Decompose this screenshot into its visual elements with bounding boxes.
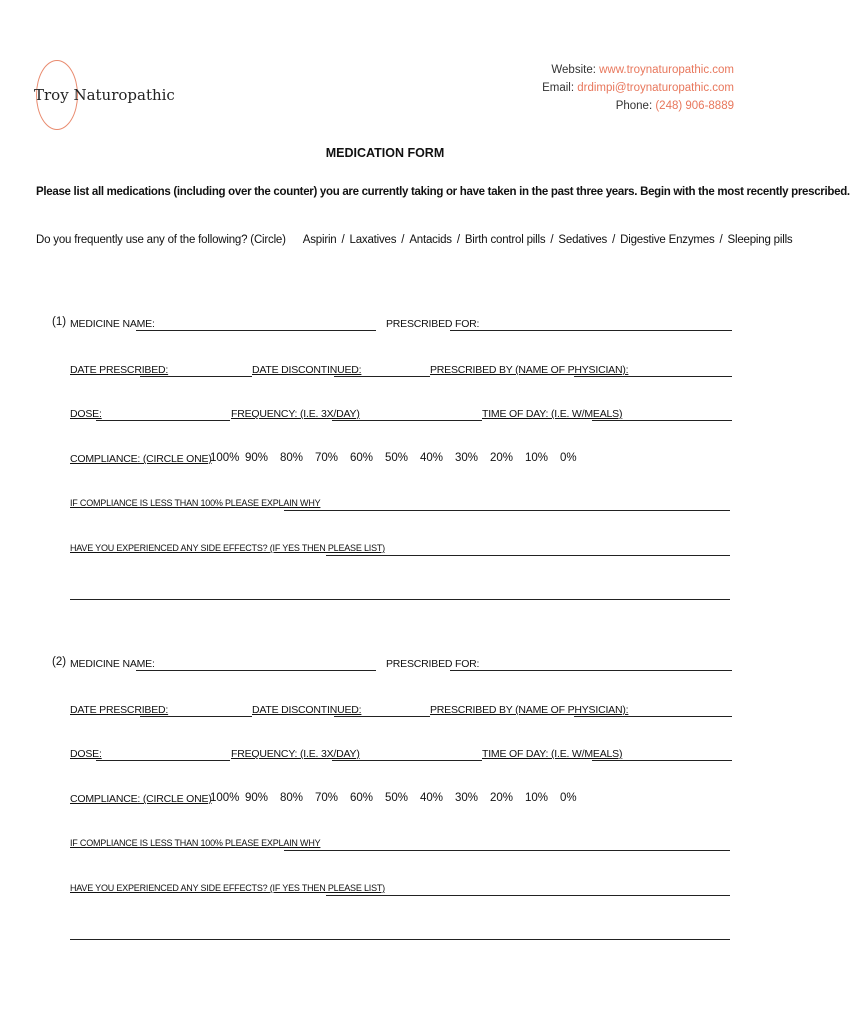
- date-prescribed-label: DATE PRESCRIBED:: [70, 364, 169, 376]
- frequent-use-question: Do you frequently use any of the following? (Circle) Aspirin / Laxatives / Antacids / Birth control pills / Sedatives / Digestive Enzymes / Sleeping pills: [36, 234, 793, 246]
- time-of-day-field[interactable]: [592, 760, 732, 761]
- phone-link[interactable]: (248) 906-8889: [655, 100, 734, 112]
- compliance-option[interactable]: 100%: [210, 792, 240, 804]
- section-number: (2): [52, 656, 67, 668]
- prescribed-by-label: PRESCRIBED BY (NAME OF PHYSICIAN):: [430, 364, 629, 376]
- compliance-option[interactable]: 20%: [490, 452, 514, 464]
- prescribed-for-label: PRESCRIBED FOR:: [386, 658, 480, 670]
- form-instructions: Please list all medications (including over the counter) you are currently taking or have taken in the past three years. Begin with the most recently prescribed.: [36, 186, 850, 198]
- explain-label: IF COMPLIANCE IS LESS THAN 100% PLEASE EXPLAIN WHY: [70, 498, 321, 508]
- email-label: Email:: [542, 82, 575, 94]
- frequency-label: FREQUENCY: (I.E. 3X/DAY): [231, 408, 360, 420]
- medicine-name-field[interactable]: [136, 330, 376, 331]
- compliance-option[interactable]: 30%: [455, 452, 479, 464]
- prescribed-for-field[interactable]: [450, 670, 732, 671]
- side-effects-field[interactable]: [326, 895, 730, 896]
- prescribed-by-field[interactable]: [574, 716, 732, 717]
- time-of-day-label: TIME OF DAY: (I.E. W/MEALS): [482, 408, 623, 420]
- prescribed-by-field[interactable]: [574, 376, 732, 377]
- frequency-field[interactable]: [332, 760, 482, 761]
- dose-label: DOSE:: [70, 408, 102, 420]
- option-birth-control[interactable]: Birth control pills: [464, 234, 546, 246]
- medicine-name-label: MEDICINE NAME:: [70, 658, 155, 670]
- side-effects-field[interactable]: [326, 555, 730, 556]
- option-sleeping-pills[interactable]: Sleeping pills: [727, 234, 793, 246]
- time-of-day-field[interactable]: [592, 420, 732, 421]
- frequency-label: FREQUENCY: (I.E. 3X/DAY): [231, 748, 360, 760]
- prescribed-by-label: PRESCRIBED BY (NAME OF PHYSICIAN):: [430, 704, 629, 716]
- frequency-field[interactable]: [332, 420, 482, 421]
- date-discontinued-field[interactable]: [334, 376, 430, 377]
- email-link[interactable]: drdimpi@troynaturopathic.com: [577, 82, 734, 94]
- date-prescribed-label: DATE PRESCRIBED:: [70, 704, 169, 716]
- prescribed-for-field[interactable]: [450, 330, 732, 331]
- explain-label: IF COMPLIANCE IS LESS THAN 100% PLEASE EXPLAIN WHY: [70, 838, 321, 848]
- date-discontinued-label: DATE DISCONTINUED:: [252, 704, 362, 716]
- explain-field[interactable]: [284, 510, 730, 511]
- side-effects-label: HAVE YOU EXPERIENCED ANY SIDE EFFECTS? (IF YES THEN PLEASE LIST): [70, 543, 385, 553]
- date-discontinued-label: DATE DISCONTINUED:: [252, 364, 362, 376]
- dose-field[interactable]: [96, 420, 230, 421]
- compliance-option[interactable]: 60%: [350, 452, 374, 464]
- compliance-label: COMPLIANCE: (CIRCLE ONE): [70, 793, 212, 805]
- compliance-option[interactable]: 60%: [350, 792, 374, 804]
- option-laxatives[interactable]: Laxatives: [349, 234, 397, 246]
- option-digestive-enzymes[interactable]: Digestive Enzymes: [620, 234, 715, 246]
- compliance-option[interactable]: 50%: [385, 792, 409, 804]
- side-effects-label: HAVE YOU EXPERIENCED ANY SIDE EFFECTS? (IF YES THEN PLEASE LIST): [70, 883, 385, 893]
- compliance-option[interactable]: 30%: [455, 792, 479, 804]
- option-aspirin[interactable]: Aspirin: [302, 234, 337, 246]
- compliance-option[interactable]: 100%: [210, 452, 240, 464]
- prescribed-for-label: PRESCRIBED FOR:: [386, 318, 480, 330]
- compliance-option[interactable]: 10%: [525, 792, 549, 804]
- explain-field[interactable]: [284, 850, 730, 851]
- compliance-option[interactable]: 10%: [525, 452, 549, 464]
- website-link[interactable]: www.troynaturopathic.com: [599, 64, 734, 76]
- time-of-day-label: TIME OF DAY: (I.E. W/MEALS): [482, 748, 623, 760]
- compliance-option[interactable]: 20%: [490, 792, 514, 804]
- compliance-option[interactable]: 90%: [245, 452, 269, 464]
- dose-field[interactable]: [96, 760, 230, 761]
- date-prescribed-field[interactable]: [140, 716, 252, 717]
- option-sedatives[interactable]: Sedatives: [558, 234, 608, 246]
- compliance-label: COMPLIANCE: (CIRCLE ONE): [70, 453, 212, 465]
- frequent-use-label: Do you frequently use any of the following? (Circle): [36, 234, 286, 246]
- option-antacids[interactable]: Antacids: [409, 234, 452, 246]
- compliance-option[interactable]: 50%: [385, 452, 409, 464]
- compliance-option[interactable]: 70%: [315, 452, 339, 464]
- compliance-option[interactable]: 0%: [560, 452, 577, 464]
- compliance-option[interactable]: 80%: [280, 792, 304, 804]
- phone-label: Phone:: [615, 100, 653, 112]
- side-effects-field-extra[interactable]: [70, 939, 730, 940]
- section-number: (1): [52, 316, 67, 328]
- website-line: [551, 64, 734, 76]
- form-title: MEDICATION FORM: [325, 146, 445, 160]
- medicine-name-field[interactable]: [136, 670, 376, 671]
- compliance-option[interactable]: 70%: [315, 792, 339, 804]
- compliance-option[interactable]: 40%: [420, 452, 444, 464]
- website-label: Website:: [551, 64, 596, 76]
- side-effects-field-extra[interactable]: [70, 599, 730, 600]
- compliance-option[interactable]: 0%: [560, 792, 577, 804]
- phone-line: [616, 100, 734, 112]
- dose-label: DOSE:: [70, 748, 102, 760]
- logo-text: Troy Naturopathic: [34, 86, 175, 104]
- compliance-option[interactable]: 40%: [420, 792, 444, 804]
- medicine-name-label: MEDICINE NAME:: [70, 318, 155, 330]
- compliance-option[interactable]: 80%: [280, 452, 304, 464]
- date-discontinued-field[interactable]: [334, 716, 430, 717]
- email-line: [542, 82, 734, 94]
- date-prescribed-field[interactable]: [140, 376, 252, 377]
- compliance-option[interactable]: 90%: [245, 792, 269, 804]
